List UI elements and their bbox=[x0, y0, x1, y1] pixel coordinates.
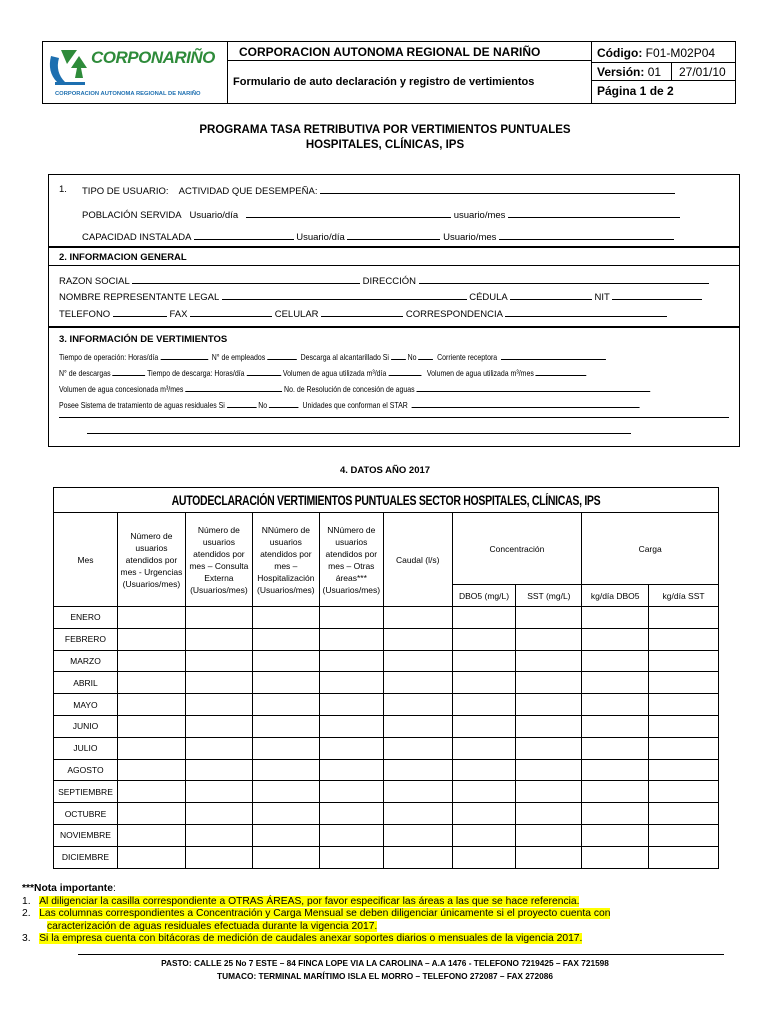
data-cell[interactable] bbox=[582, 694, 649, 716]
telefono-field[interactable] bbox=[113, 307, 167, 317]
resolucion-field[interactable] bbox=[417, 382, 651, 392]
data-cell[interactable] bbox=[252, 694, 319, 716]
table-row bbox=[54, 803, 719, 825]
corriente-field[interactable] bbox=[501, 350, 606, 360]
data-cell[interactable] bbox=[319, 672, 383, 694]
corponarino-logo bbox=[43, 42, 227, 103]
note-1 bbox=[22, 896, 742, 909]
data-cell[interactable] bbox=[319, 607, 383, 629]
data-cell[interactable] bbox=[383, 803, 452, 825]
vert-row-1 bbox=[59, 350, 726, 362]
representante-field[interactable] bbox=[222, 290, 467, 300]
header-sst: SST (mg/L) bbox=[516, 585, 582, 607]
poblacion-dia-field[interactable] bbox=[246, 208, 451, 218]
data-cell[interactable] bbox=[117, 846, 185, 868]
section-tipo-usuario bbox=[48, 174, 740, 247]
data-cell[interactable] bbox=[649, 824, 719, 846]
month-label: ENERO bbox=[54, 607, 118, 629]
data-cell[interactable] bbox=[452, 781, 516, 803]
correspondencia-label: CORRESPONDENCIA bbox=[405, 309, 503, 320]
tipo-usuario-label: TIPO DE USUARIO: bbox=[82, 186, 169, 197]
note-3-num: 3. bbox=[22, 933, 31, 944]
capacidad-mes-unit: Usuario/mes bbox=[443, 232, 497, 243]
data-cell[interactable] bbox=[582, 759, 649, 781]
vert-row-2 bbox=[59, 366, 702, 378]
note-1-num: 1. bbox=[22, 895, 31, 907]
volumen-mes-field[interactable] bbox=[536, 366, 587, 376]
data-cell[interactable] bbox=[516, 759, 582, 781]
data-cell[interactable] bbox=[452, 824, 516, 846]
data-cell[interactable] bbox=[452, 628, 516, 650]
data-cell[interactable] bbox=[452, 803, 516, 825]
program-title-line1: PROGRAMA TASA RETRIBUTIVA POR VERTIMIENTOS PUNTUALES bbox=[199, 124, 571, 136]
data-cell[interactable] bbox=[252, 628, 319, 650]
section2-heading: 2. INFORMACION GENERAL bbox=[59, 252, 187, 263]
data-cell[interactable] bbox=[117, 694, 185, 716]
empleados-field[interactable] bbox=[267, 350, 297, 360]
data-cell[interactable] bbox=[185, 694, 252, 716]
volumen-mes-label: Volumen de agua utilizada m³/mes bbox=[426, 368, 534, 378]
data-cell[interactable] bbox=[383, 628, 452, 650]
section-informacion-general bbox=[48, 247, 740, 327]
descarga-si-field[interactable] bbox=[391, 350, 406, 360]
descarga-no-field[interactable] bbox=[418, 350, 433, 360]
data-cell[interactable] bbox=[649, 650, 719, 672]
data-cell[interactable] bbox=[252, 650, 319, 672]
data-cell[interactable] bbox=[452, 737, 516, 759]
logo-subtitle: CORPORACION AUTONOMA REGIONAL DE NARIÑO bbox=[55, 91, 201, 97]
note-2b bbox=[22, 921, 742, 934]
data-cell[interactable] bbox=[319, 628, 383, 650]
tiempo-descarga-field[interactable] bbox=[246, 366, 280, 376]
data-cell[interactable] bbox=[649, 715, 719, 737]
table-row bbox=[54, 824, 719, 846]
data-cell[interactable] bbox=[649, 694, 719, 716]
fax-label: FAX bbox=[169, 309, 188, 320]
month-label: ABRIL bbox=[54, 672, 118, 694]
section-informacion-vertimientos bbox=[48, 327, 740, 447]
empleados-label: N° de empleados bbox=[211, 352, 266, 362]
version-date: 27/01/10 bbox=[679, 65, 726, 79]
notes-section bbox=[22, 883, 742, 946]
data-cell[interactable] bbox=[383, 715, 452, 737]
data-cell[interactable] bbox=[452, 672, 516, 694]
tipo-usuario-row bbox=[82, 184, 675, 197]
data-cell[interactable] bbox=[117, 803, 185, 825]
data-cell[interactable] bbox=[117, 628, 185, 650]
header-concentracion: Concentración bbox=[452, 513, 582, 585]
extra-line-1[interactable] bbox=[59, 417, 729, 418]
data-cell[interactable] bbox=[185, 759, 252, 781]
data-cell[interactable] bbox=[319, 781, 383, 803]
direccion-label: DIRECCIÓN bbox=[362, 276, 416, 287]
data-cell[interactable] bbox=[582, 650, 649, 672]
descarga-alc-label: Descarga al alcantarillado Si bbox=[300, 352, 389, 362]
capacidad-dia-unit: Usuario/día bbox=[296, 232, 345, 243]
header-kg-sst: kg/día SST bbox=[649, 585, 719, 607]
data-cell[interactable] bbox=[452, 607, 516, 629]
resolucion-label: No. de Resolución de concesión de aguas bbox=[284, 384, 415, 394]
data-cell[interactable] bbox=[452, 759, 516, 781]
unidades-label: Unidades que conforman el STAR bbox=[302, 400, 408, 410]
autodeclaracion-table bbox=[53, 487, 719, 869]
logo-name: CORPONARIÑO bbox=[91, 48, 215, 67]
data-cell[interactable] bbox=[383, 672, 452, 694]
note-3 bbox=[22, 933, 742, 946]
razon-social-field[interactable] bbox=[132, 274, 360, 284]
data-cell[interactable] bbox=[516, 781, 582, 803]
data-cell[interactable] bbox=[383, 607, 452, 629]
volumen-dia-field[interactable] bbox=[388, 366, 421, 376]
sistema-label: Posee Sistema de tratamiento de aguas residuales Si bbox=[59, 400, 225, 410]
org-title: CORPORACION AUTONOMA REGIONAL DE NARIÑO bbox=[239, 45, 541, 59]
data-cell[interactable] bbox=[516, 715, 582, 737]
table-row bbox=[54, 672, 719, 694]
version-field bbox=[597, 65, 661, 79]
table-row bbox=[54, 650, 719, 672]
data-cell[interactable] bbox=[582, 737, 649, 759]
data-cell[interactable] bbox=[649, 737, 719, 759]
data-cell[interactable] bbox=[252, 672, 319, 694]
n-descargas-field[interactable] bbox=[113, 366, 146, 376]
data-cell[interactable] bbox=[383, 781, 452, 803]
data-cell[interactable] bbox=[252, 715, 319, 737]
data-cell[interactable] bbox=[185, 737, 252, 759]
capacidad-dia-field[interactable] bbox=[194, 230, 294, 240]
header-consulta: Número de usuarios atendidos por mes – Consulta Externa (Usuarios/mes) bbox=[185, 513, 252, 607]
data-cell[interactable] bbox=[582, 824, 649, 846]
cedula-label: CÉDULA bbox=[469, 292, 508, 303]
table-row bbox=[54, 759, 719, 781]
month-label: JULIO bbox=[54, 737, 118, 759]
data-cell[interactable] bbox=[516, 803, 582, 825]
data-cell[interactable] bbox=[582, 715, 649, 737]
data-cell[interactable] bbox=[649, 759, 719, 781]
vert-row-4 bbox=[59, 398, 767, 410]
header-carga: Carga bbox=[582, 513, 719, 585]
volumen-concesionada-label: Volumen de agua concesionada m³/mes bbox=[59, 384, 184, 394]
data-cell[interactable] bbox=[649, 628, 719, 650]
data-cell[interactable] bbox=[452, 715, 516, 737]
data-cell[interactable] bbox=[516, 694, 582, 716]
data-cell[interactable] bbox=[649, 846, 719, 868]
month-label: DICIEMBRE bbox=[54, 846, 118, 868]
data-cell[interactable] bbox=[383, 650, 452, 672]
month-label: NOVIEMBRE bbox=[54, 824, 118, 846]
data-cell[interactable] bbox=[252, 824, 319, 846]
razon-social-row bbox=[59, 274, 709, 287]
data-cell[interactable] bbox=[117, 759, 185, 781]
data-cell[interactable] bbox=[582, 672, 649, 694]
volumen-dia-label: Volumen de agua utilizada m³/día bbox=[282, 368, 387, 378]
header-otras-areas: NNúmero de usuarios atendidos por mes – Otras áreas*** (Usuarios/mes) bbox=[319, 513, 383, 607]
month-label: MAYO bbox=[54, 694, 118, 716]
telefono-label: TELEFONO bbox=[59, 309, 111, 320]
data-cell[interactable] bbox=[649, 803, 719, 825]
sistema-si-field[interactable] bbox=[227, 398, 257, 408]
extra-line-2[interactable] bbox=[87, 433, 631, 434]
data-cell[interactable] bbox=[516, 737, 582, 759]
sistema-no-label: No bbox=[258, 400, 268, 410]
data-cell[interactable] bbox=[452, 694, 516, 716]
data-cell[interactable] bbox=[185, 781, 252, 803]
document-header bbox=[42, 41, 736, 104]
data-cell[interactable] bbox=[383, 737, 452, 759]
section4-heading: 4. DATOS AÑO 2017 bbox=[339, 465, 431, 476]
data-cell[interactable] bbox=[117, 715, 185, 737]
data-cell[interactable] bbox=[516, 846, 582, 868]
section3-heading: 3. INFORMACIÓN DE VERTIMIENTOS bbox=[59, 334, 228, 345]
data-cell[interactable] bbox=[649, 781, 719, 803]
notes-title: ***Nota importante: bbox=[22, 883, 116, 894]
data-cell[interactable] bbox=[117, 824, 185, 846]
code-label: Código: bbox=[597, 46, 643, 60]
data-cell[interactable] bbox=[319, 737, 383, 759]
data-cell[interactable] bbox=[319, 846, 383, 868]
data-cell[interactable] bbox=[185, 607, 252, 629]
code-field bbox=[597, 46, 715, 60]
nit-field[interactable] bbox=[612, 290, 702, 300]
form-title: Formulario de auto declaración y registro de vertimientos bbox=[233, 76, 535, 88]
footer-divider bbox=[78, 954, 724, 955]
capacidad-label: CAPACIDAD INSTALADA bbox=[82, 232, 191, 243]
page-number: Página 1 de 2 bbox=[597, 84, 674, 98]
correspondencia-field[interactable] bbox=[505, 307, 667, 317]
data-cell[interactable] bbox=[117, 650, 185, 672]
capacidad-extra-field[interactable] bbox=[499, 230, 674, 240]
data-cell[interactable] bbox=[185, 803, 252, 825]
table-row bbox=[54, 607, 719, 629]
month-label: SEPTIEMBRE bbox=[54, 781, 118, 803]
n-descargas-label: N° de descargas bbox=[59, 368, 111, 378]
unidades-field[interactable] bbox=[412, 398, 640, 408]
poblacion-mes-unit: usuario/mes bbox=[453, 210, 506, 221]
section1-number: 1. bbox=[59, 184, 67, 195]
tiempo-operacion-label: Tiempo de operación: Horas/día bbox=[59, 352, 159, 362]
tiempo-descarga-label: Tiempo de descarga: Horas/día bbox=[147, 368, 245, 378]
version-value: 01 bbox=[647, 65, 662, 79]
data-cell[interactable] bbox=[117, 781, 185, 803]
razon-social-label: RAZON SOCIAL bbox=[59, 276, 130, 287]
month-label: FEBRERO bbox=[54, 628, 118, 650]
note-2-num: 2. bbox=[22, 908, 31, 919]
data-cell[interactable] bbox=[319, 803, 383, 825]
data-cell[interactable] bbox=[117, 672, 185, 694]
data-cell[interactable] bbox=[582, 607, 649, 629]
footer-line1: PASTO: CALLE 25 No 7 ESTE – 84 FINCA LOPE VIA LA CAROLINA – A.A 1476 - TELEFONO 7219425 – FAX 721598 bbox=[161, 958, 609, 968]
header-hospitalizacion: NNúmero de usuarios atendidos por mes – Hospitalización (Usuarios/mes) bbox=[252, 513, 319, 607]
data-cell[interactable] bbox=[185, 846, 252, 868]
direccion-field[interactable] bbox=[419, 274, 709, 284]
corriente-label: Corriente receptora bbox=[437, 352, 498, 362]
data-cell[interactable] bbox=[582, 803, 649, 825]
data-cell[interactable] bbox=[252, 759, 319, 781]
tiempo-operacion-field[interactable] bbox=[160, 350, 208, 360]
data-cell[interactable] bbox=[252, 803, 319, 825]
data-cell[interactable] bbox=[185, 715, 252, 737]
month-label: JUNIO bbox=[54, 715, 118, 737]
actividad-label: ACTIVIDAD QUE DESEMPEÑA: bbox=[178, 186, 318, 197]
table-title: AUTODECLARACIÓN VERTIMIENTOS PUNTUALES SECTOR HOSPITALES, CLÍNICAS, IPS bbox=[171, 492, 601, 508]
month-label: OCTUBRE bbox=[54, 803, 118, 825]
note-2-text-cont: caracterización de aguas residuales efectuada durante la vigencia 2017. bbox=[47, 920, 378, 932]
data-cell[interactable] bbox=[252, 846, 319, 868]
note-2-text: Las columnas correspondientes a Concentración y Carga Mensual se deben diligenciar únicamente si el proyecto cuenta con bbox=[39, 908, 611, 919]
capacidad-mes-field[interactable] bbox=[347, 230, 440, 240]
note-1-text: Al diligenciar la casilla correspondiente a OTRAS ÁREAS, por favor especificar las áreas a las que se hace referencia. bbox=[39, 895, 580, 907]
data-cell[interactable] bbox=[185, 824, 252, 846]
header-kg-dbo5: kg/día DBO5 bbox=[582, 585, 649, 607]
data-cell[interactable] bbox=[252, 781, 319, 803]
header-caudal: Caudal (l/s) bbox=[383, 513, 452, 607]
poblacion-label: POBLACIÓN SERVIDA bbox=[82, 210, 182, 221]
table-row bbox=[54, 781, 719, 803]
data-cell[interactable] bbox=[319, 715, 383, 737]
fax-field[interactable] bbox=[190, 307, 272, 317]
data-cell[interactable] bbox=[516, 672, 582, 694]
header-dbo5: DBO5 (mg/L) bbox=[452, 585, 516, 607]
data-cell[interactable] bbox=[582, 781, 649, 803]
poblacion-dia-unit: Usuario/día bbox=[189, 210, 239, 221]
telefono-row bbox=[59, 307, 667, 320]
table-title-cell bbox=[54, 488, 719, 513]
code-value: F01-M02P04 bbox=[645, 46, 716, 60]
representante-row bbox=[59, 290, 702, 303]
representante-label: NOMBRE REPRESENTANTE LEGAL bbox=[59, 292, 219, 303]
header-mes: Mes bbox=[54, 513, 118, 607]
month-label: AGOSTO bbox=[54, 759, 118, 781]
data-cell[interactable] bbox=[319, 694, 383, 716]
header-urgencias: Número de usuarios atendidos por mes - Urgencias (Usuarios/mes) bbox=[117, 513, 185, 607]
capacidad-row bbox=[82, 230, 674, 243]
celular-label: CELULAR bbox=[274, 309, 319, 320]
data-cell[interactable] bbox=[383, 846, 452, 868]
data-cell[interactable] bbox=[516, 650, 582, 672]
data-cell[interactable] bbox=[582, 628, 649, 650]
data-cell[interactable] bbox=[252, 737, 319, 759]
data-cell[interactable] bbox=[117, 607, 185, 629]
data-cell[interactable] bbox=[649, 607, 719, 629]
data-cell[interactable] bbox=[516, 607, 582, 629]
data-cell[interactable] bbox=[383, 759, 452, 781]
note-2 bbox=[22, 908, 742, 921]
data-cell[interactable] bbox=[319, 759, 383, 781]
data-cell[interactable] bbox=[185, 628, 252, 650]
data-cell[interactable] bbox=[383, 694, 452, 716]
notes-title-text: ***Nota importante bbox=[22, 883, 113, 894]
actividad-field[interactable] bbox=[320, 184, 675, 194]
table-row bbox=[54, 846, 719, 868]
poblacion-mes-field[interactable] bbox=[508, 208, 680, 218]
data-cell[interactable] bbox=[383, 824, 452, 846]
data-cell[interactable] bbox=[117, 737, 185, 759]
poblacion-row bbox=[82, 208, 680, 221]
data-cell[interactable] bbox=[185, 672, 252, 694]
data-cell[interactable] bbox=[452, 650, 516, 672]
table-row bbox=[54, 694, 719, 716]
table-row bbox=[54, 628, 719, 650]
note-3-text: Si la empresa cuenta con bitácoras de medición de caudales anexar soportes diarios o mensuales de la vigencia 2017. bbox=[39, 933, 583, 944]
cedula-field[interactable] bbox=[510, 290, 592, 300]
data-cell[interactable] bbox=[516, 824, 582, 846]
data-cell[interactable] bbox=[252, 607, 319, 629]
nit-label: NIT bbox=[594, 292, 610, 303]
data-cell[interactable] bbox=[452, 846, 516, 868]
descarga-no-label: No bbox=[407, 352, 417, 362]
data-cell[interactable] bbox=[185, 650, 252, 672]
data-cell[interactable] bbox=[649, 672, 719, 694]
data-cell[interactable] bbox=[319, 824, 383, 846]
celular-field[interactable] bbox=[321, 307, 403, 317]
table-row bbox=[54, 715, 719, 737]
footer-line2: TUMACO: TERMINAL MARÍTIMO ISLA EL MORRO – TELEFONO 272087 – FAX 272086 bbox=[217, 971, 553, 981]
data-cell[interactable] bbox=[319, 650, 383, 672]
data-cell[interactable] bbox=[516, 628, 582, 650]
data-cell[interactable] bbox=[582, 846, 649, 868]
table-row bbox=[54, 737, 719, 759]
vert-row-3 bbox=[59, 382, 770, 394]
month-label: MARZO bbox=[54, 650, 118, 672]
version-label: Versión: bbox=[597, 65, 645, 79]
program-title-line2: HOSPITALES, CLÍNICAS, IPS bbox=[305, 139, 465, 151]
sistema-no-field[interactable] bbox=[269, 398, 299, 408]
volumen-concesionada-field[interactable] bbox=[185, 382, 282, 392]
